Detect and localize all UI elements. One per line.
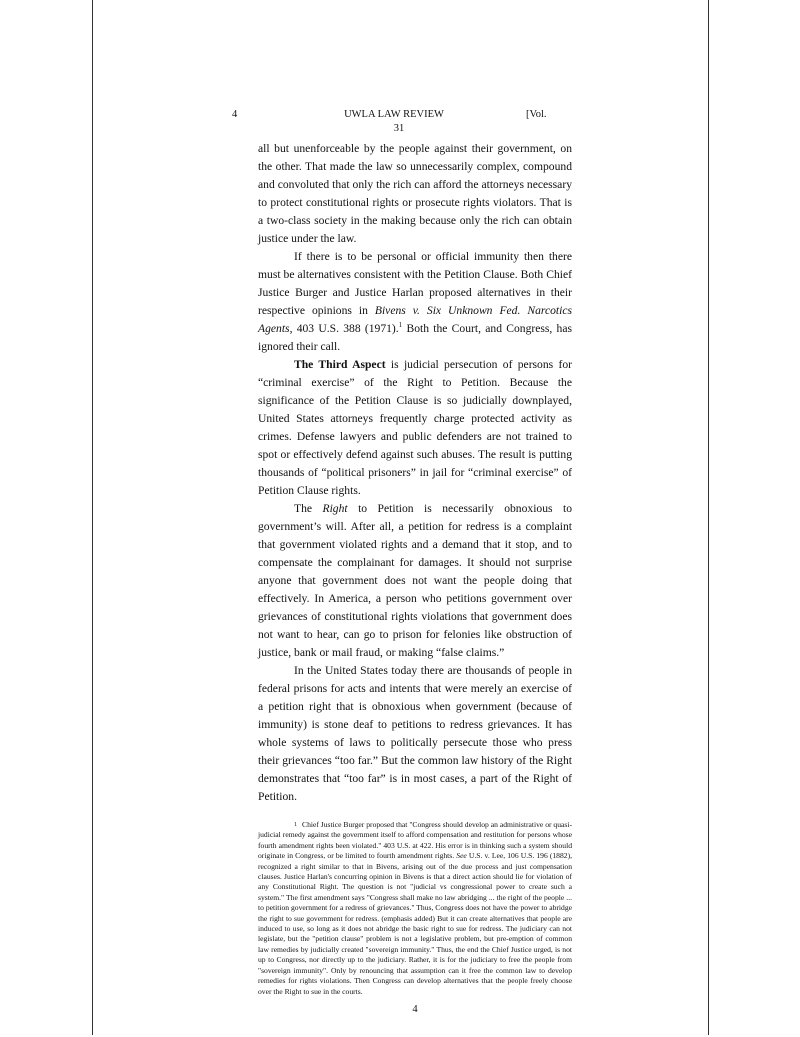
footer-page-number: 4 (412, 1003, 418, 1015)
header-volume-number: 31 (393, 123, 405, 134)
running-header (232, 108, 582, 122)
body-text (258, 140, 572, 806)
paragraph: In the United States today there are thousands of people in federal prisons for acts and intents that were merely an exercise of a petition right that is obnoxious when government (because of immunity) is stone deaf to petitions to redress grievances. It has whole systems of laws to politically persecute those who press their grievances “too far.” But the common law history of the Right demonstrates that “too far” is in most cases, a part of the Right of Petition. (258, 664, 572, 803)
header-journal-title: UWLA LAW REVIEW (344, 109, 444, 120)
footnote-text: Chief Justice Burger proposed that "Congress should develop an administrative or quasi-judicial remedy against the government itself to afford compensation and restitution for persons whose fourth amendment rights been violated." 403 U.S. at 422. His error is in thinking such a system should originate in Congress, or be limited to fourth amendment rights. (258, 820, 572, 861)
page-content (232, 0, 582, 1037)
text: The (294, 502, 323, 515)
paragraph (258, 356, 572, 500)
paragraph (258, 248, 572, 356)
footnote (258, 820, 572, 997)
text: If there is to be personal or official immunity then there must be alternatives consistent with the Petition Clause. Both Chief Justice Burger and Justice Harlan proposed alternatives in their respective opinions in (258, 250, 572, 317)
footnote-reference[interactable]: 1 (398, 321, 403, 330)
footnote-text: U.S. v. Lee, 106 U.S. 196 (1882), recognized a right similar to that in Bivens, arising out of the due process and just compensation clauses. Justice Harlan's concurring opinion in Bivens is that a direct action should lie for violation of any Constitutional Right. The question is not "judicial vs congressional power to create such a system." The first amendment says "Congress shall make no law abridging ... the right of the people ... to petition government for a redress of grievances." Thus, Congress does not have the power to abridge the right to sue government for redress. (emphasis added) But it can create alternatives that people are induced to use, so long as it does not abridge the basic right to sue for redress. The judiciary can not legislate, but the "petition clause" problem is not a legislative problem, but pre-emption of common law remedies by judicially created "sovereign immunity." Thus, the end the Chief Justice urged, is not up to Congress, nor directly up to the judiciary. Rather, it is for the judiciary to free the people from "sovereign immunity". Only by renouncing that assumption can it free the common law to develop remedies for rights violations. Then Congress can develop alternatives that the people freely choose over the Right to sue in the courts. (258, 851, 573, 996)
text: , 403 U.S. 388 (1971). (289, 322, 399, 335)
header-volume-label: [Vol. (526, 109, 547, 120)
paragraph: all but unenforceable by the people against their government, on the other. That made the law so unnecessarily complex, compound and convoluted that only the rich can afford the attorneys necessary to protect constitutional rights or prosecute rights violators. That is a two-class society in the making because only the rich can obtain justice under the law. (258, 142, 572, 245)
text: Both the Court, and Congress, has ignored their call. (258, 322, 573, 353)
emphasis: Right (322, 502, 348, 515)
case-citation: Bivens v. Six Unknown Fed. Narcotics Agents (258, 304, 572, 335)
text: is judicial persecution of persons for “criminal exercise” of the Right to Petition. Because the significance of the Petition Clause is so judicially downplayed, United States attorneys frequently charge protected activity as crimes. Defense lawyers and public defenders are not trained to spot or effectively defend against such abuses. The result is putting thousands of “political prisoners” in jail for “criminal exercise” of Petition Clause rights. (258, 358, 572, 497)
header-page-number: 4 (232, 109, 238, 120)
footnote-signal: See (456, 851, 467, 861)
text: to Petition is necessarily obnoxious to government’s will. After all, a petition for redress is a complaint that government violated rights and a demand that it stop, and to compensate the complainant for damages. It should not surprise anyone that government does not want the people doing that effectively. In America, a person who petitions government over grievances of constitutional rights violations that government does not want to hear, can go to prison for felonies like obstruction of justice, bank or mail fraud, or making “false claims.” (258, 502, 572, 659)
footnote-number: 1 (294, 822, 297, 828)
paragraph (258, 500, 572, 662)
section-lead: The Third Aspect (294, 358, 386, 371)
